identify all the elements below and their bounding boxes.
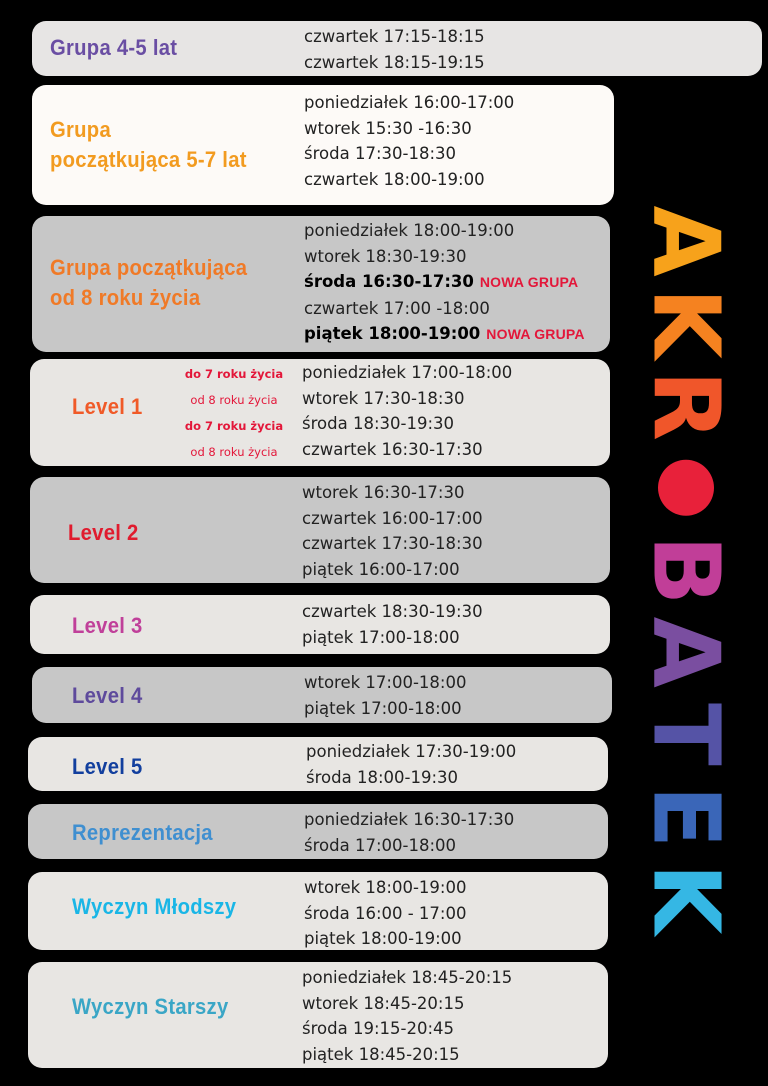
schedule-line xyxy=(302,386,512,412)
schedule-line xyxy=(304,50,485,76)
schedule-time: piątek 18:45-20:15 xyxy=(302,1044,460,1064)
group-card-wyczyn-starszy xyxy=(28,962,608,1068)
schedule-time: wtorek 18:00-19:00 xyxy=(304,878,467,897)
schedule-time: piątek 17:00-18:00 xyxy=(304,698,462,718)
schedule-time: czwartek 18:00-19:00 xyxy=(304,169,485,189)
schedule-line xyxy=(304,321,585,348)
group-card-level-1 xyxy=(30,359,610,466)
group-title-line: od 8 roku życia xyxy=(50,285,201,310)
schedule-time: wtorek 17:00-18:00 xyxy=(304,673,467,692)
schedule-line xyxy=(302,437,512,463)
schedule-line xyxy=(304,901,467,927)
group-card-level-4 xyxy=(32,667,612,723)
age-notes xyxy=(174,361,294,465)
schedule-line xyxy=(304,296,585,322)
schedule-line xyxy=(304,670,467,696)
group-card-reprezentacja xyxy=(28,804,608,859)
schedule-line xyxy=(302,625,483,651)
schedule-time: czwartek 16:30-17:30 xyxy=(302,439,483,459)
schedule-lines xyxy=(304,875,467,952)
schedule-lines xyxy=(302,599,483,650)
schedule-time: czwartek 17:30-18:30 xyxy=(302,534,483,553)
logo-letter-glyph: T xyxy=(632,703,740,766)
schedule-time: wtorek 18:45-20:15 xyxy=(302,993,465,1013)
group-card-level-5 xyxy=(28,737,608,791)
age-note: od 8 roku życia xyxy=(190,393,278,407)
akrobatek-logo xyxy=(628,200,748,940)
schedule-line xyxy=(304,807,514,833)
schedule-time: poniedziałek 16:00-17:00 xyxy=(304,93,515,112)
group-title: Level 4 xyxy=(72,683,143,708)
schedule-line xyxy=(304,875,467,901)
schedule-line xyxy=(302,360,512,386)
group-card-poczatkujaca-5-7 xyxy=(32,85,614,205)
logo-letter-glyph: K xyxy=(632,863,740,935)
schedule-lines xyxy=(304,670,467,721)
schedule-time: środa 17:30-18:30 xyxy=(304,144,456,163)
logo-letter-glyph: R xyxy=(632,370,740,441)
group-title: Wyczyn Młodszy xyxy=(72,894,237,919)
logo-letter xyxy=(633,785,740,848)
logo-letter-glyph: B xyxy=(632,534,740,606)
group-card-4-5 xyxy=(32,21,762,76)
schedule-line xyxy=(304,218,585,244)
schedule-lines xyxy=(302,965,512,1067)
schedule-line xyxy=(304,167,514,193)
logo-letter xyxy=(633,206,740,277)
age-note: do 7 roku życia xyxy=(184,367,284,381)
schedule-lines xyxy=(302,360,512,462)
group-card-wyczyn-mlodszy xyxy=(28,872,608,950)
schedule-line xyxy=(304,141,514,167)
schedule-line xyxy=(302,480,483,506)
schedule-line xyxy=(306,765,516,791)
schedule-line xyxy=(306,739,516,765)
schedule-time: poniedziałek 17:00-18:00 xyxy=(302,363,513,382)
logo-letter xyxy=(633,703,740,766)
schedule-line xyxy=(304,24,485,50)
schedule-time: poniedziałek 17:30-19:00 xyxy=(306,742,517,761)
logo-letter xyxy=(633,288,740,363)
logo-letter xyxy=(633,535,740,605)
logo-letter xyxy=(633,370,740,441)
schedule-line xyxy=(304,833,514,859)
logo-letter-glyph: A xyxy=(632,616,740,688)
schedule-line xyxy=(302,1042,512,1068)
schedule-line xyxy=(302,411,512,437)
schedule-time: środa 16:00 - 17:00 xyxy=(304,903,467,923)
schedule-time: poniedziałek 18:00-19:00 xyxy=(304,221,515,240)
schedule-time: środa 18:30-19:30 xyxy=(302,414,454,433)
logo-letter-glyph: K xyxy=(632,287,740,359)
schedule-lines xyxy=(304,218,585,348)
schedule-time: czwartek 17:15-18:15 xyxy=(304,27,485,46)
schedule-time: środa 16:30-17:30 xyxy=(304,272,474,291)
schedule-line xyxy=(304,90,514,116)
schedule-line xyxy=(302,991,512,1017)
schedule-time: środa 17:00-18:00 xyxy=(304,835,456,855)
schedule-time: czwartek 16:00-17:00 xyxy=(302,508,483,528)
schedule-line xyxy=(302,506,483,532)
schedule-time: piątek 17:00-18:00 xyxy=(302,627,460,647)
group-title xyxy=(50,253,247,313)
schedule-time: wtorek 16:30-17:30 xyxy=(302,483,465,502)
schedule-time: piątek 18:00-19:00 xyxy=(304,324,481,343)
schedule-lines xyxy=(306,739,516,790)
group-title xyxy=(50,115,247,175)
schedule-line xyxy=(302,599,483,625)
group-title-line: Grupa początkująca xyxy=(50,255,248,280)
group-title-line: początkująca 5-7 lat xyxy=(50,147,247,172)
schedule-line xyxy=(302,557,483,583)
schedule-time: czwartek 18:15-19:15 xyxy=(304,52,485,72)
schedule-time: poniedziałek 16:30-17:30 xyxy=(304,810,515,829)
schedule-line xyxy=(302,531,483,557)
schedule-time: poniedziałek 18:45-20:15 xyxy=(302,968,513,987)
schedule-lines xyxy=(304,24,485,75)
schedule-line xyxy=(304,696,467,722)
new-group-badge: NOWA GRUPA xyxy=(479,274,579,290)
schedule-lines xyxy=(304,807,514,858)
schedule-time: wtorek 18:30-19:30 xyxy=(304,246,467,266)
schedule-lines xyxy=(304,90,514,192)
schedule-line xyxy=(304,244,585,270)
group-title: Grupa 4-5 lat xyxy=(50,35,178,60)
group-title: Level 5 xyxy=(72,754,143,779)
group-title: Level 1 xyxy=(72,394,143,419)
schedule-line xyxy=(302,1016,512,1042)
schedule-time: piątek 18:00-19:00 xyxy=(304,929,462,948)
group-title-line: Grupa xyxy=(50,117,111,142)
age-note: od 8 roku życia xyxy=(190,445,278,459)
group-title: Reprezentacja xyxy=(72,820,213,845)
schedule-lines xyxy=(302,480,483,582)
group-card-level-3 xyxy=(30,595,610,654)
logo-letter-glyph: A xyxy=(632,205,740,277)
group-title: Wyczyn Starszy xyxy=(72,994,229,1019)
schedule-line xyxy=(304,926,467,952)
schedule-time: czwartek 18:30-19:30 xyxy=(302,602,483,621)
schedule-time: środa 18:00-19:30 xyxy=(306,767,458,787)
group-card-poczatkujaca-8 xyxy=(32,216,610,352)
schedule-time: środa 19:15-20:45 xyxy=(302,1019,454,1038)
logo-letter xyxy=(633,863,740,938)
group-title: Level 3 xyxy=(72,613,143,638)
logo-letter xyxy=(658,460,714,516)
logo-dot xyxy=(658,460,714,516)
logo-letter xyxy=(633,617,740,688)
new-group-badge: NOWA GRUPA xyxy=(486,326,585,342)
group-card-level-2 xyxy=(30,477,610,583)
schedule-time: czwartek 17:00 -18:00 xyxy=(304,298,490,318)
schedule-time: wtorek 15:30 -16:30 xyxy=(304,118,472,138)
schedule-line xyxy=(304,116,514,142)
logo-letter-glyph: E xyxy=(632,785,740,849)
schedule-line xyxy=(304,269,585,296)
age-note: do 7 roku życia xyxy=(184,419,284,433)
schedule-time: wtorek 17:30-18:30 xyxy=(302,388,465,408)
group-title: Level 2 xyxy=(68,520,139,545)
schedule-line xyxy=(302,965,512,991)
schedule-time: piątek 16:00-17:00 xyxy=(302,559,460,579)
